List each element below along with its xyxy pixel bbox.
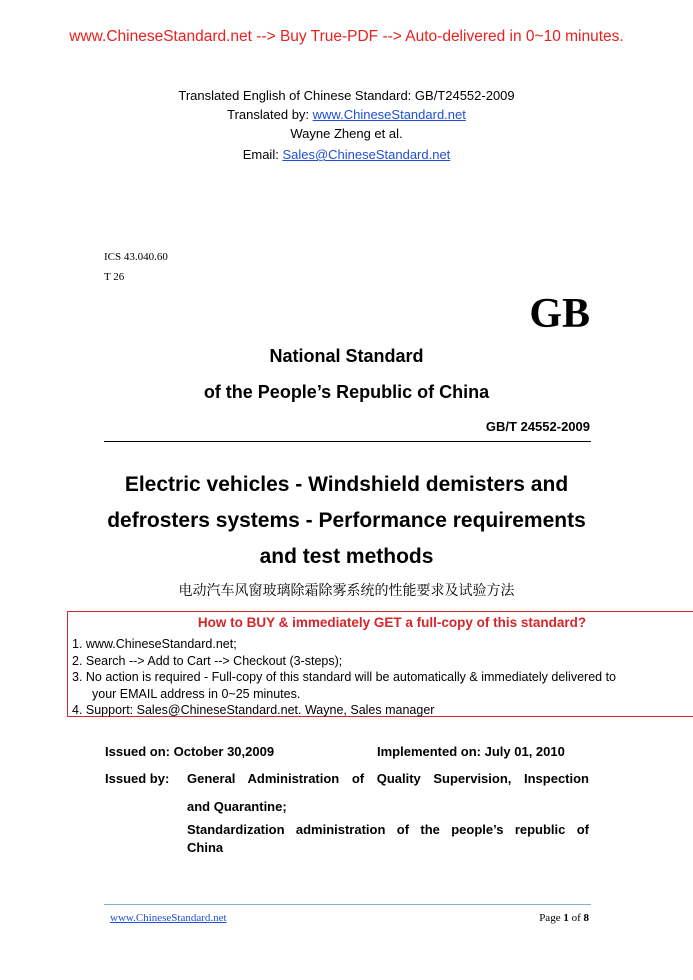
issued-by-line-2: and Quarantine; <box>187 799 287 814</box>
footer-divider <box>104 904 591 905</box>
buy-info-box <box>67 611 693 717</box>
buy-step-3-cont: your EMAIL address in 0~25 minutes. <box>92 686 301 701</box>
buy-step-4: 4. Support: Sales@ChineseStandard.net. Wayne, Sales manager <box>72 703 435 717</box>
buy-step-2: 2. Search --> Add to Cart --> Checkout (3-steps); <box>72 653 343 668</box>
issued-by-line-4: China <box>187 840 224 855</box>
top-banner: www.ChineseStandard.net --> Buy True-PDF --> Auto-delivered in 0~10 minutes. <box>69 28 624 45</box>
buy-step-3: 3. No action is required - Full-copy of this standard will be automatically & immediately delivered to <box>72 670 616 684</box>
gb-mark: GB <box>529 291 590 337</box>
page-label: Page <box>539 912 564 924</box>
issued-by-line-1: General Administration of Quality Supervision, Inspection <box>187 771 589 786</box>
national-standard-subheading: of the People’s Republic of China <box>203 382 490 402</box>
author-line: Wayne Zheng et al. <box>290 126 403 141</box>
issued-by-line-3: Standardization administration of the people’s republic of <box>187 822 589 837</box>
chinese-title: 电动汽车风窗玻璃除霜除雾系统的性能要求及试验方法 <box>178 583 515 599</box>
email-line <box>0 145 693 164</box>
email-label: Email: <box>242 147 283 162</box>
national-standard-heading: National Standard <box>269 346 424 366</box>
translated-by-link[interactable]: www.ChineseStandard.net <box>312 107 466 122</box>
header-divider <box>104 441 591 442</box>
translated-by-label: Translated by: <box>227 107 313 122</box>
page-of-label: of <box>568 912 584 924</box>
implemented-on: Implemented on: July 01, 2010 <box>377 744 565 759</box>
translated-by <box>0 105 693 124</box>
standard-number: GB/T 24552-2009 <box>485 419 590 434</box>
page-indicator <box>539 912 589 924</box>
footer-site-link[interactable]: www.ChineseStandard.net <box>110 912 227 924</box>
buy-step-1: 1. www.ChineseStandard.net; <box>72 637 237 651</box>
buy-heading: How to BUY & immediately GET a full-copy of this standard? <box>197 615 587 630</box>
issued-by-label: Issued by: <box>105 771 170 786</box>
ics-code: ICS 43.040.60 <box>104 251 168 263</box>
page-number: 1 <box>563 912 569 924</box>
issued-on: Issued on: October 30,2009 <box>105 744 275 759</box>
title-line-2: defrosters systems - Performance requirements <box>107 509 586 532</box>
title-line-3: and test methods <box>259 545 434 568</box>
title-line-1: Electric vehicles - Windshield demisters and <box>124 473 569 496</box>
translation-line: Translated English of Chinese Standard: GB/T24552-2009 <box>178 88 515 103</box>
buy-steps-list <box>72 636 616 719</box>
t-code: T 26 <box>104 271 125 283</box>
email-link[interactable]: Sales@ChineseStandard.net <box>282 147 451 162</box>
page-total: 8 <box>583 912 589 924</box>
